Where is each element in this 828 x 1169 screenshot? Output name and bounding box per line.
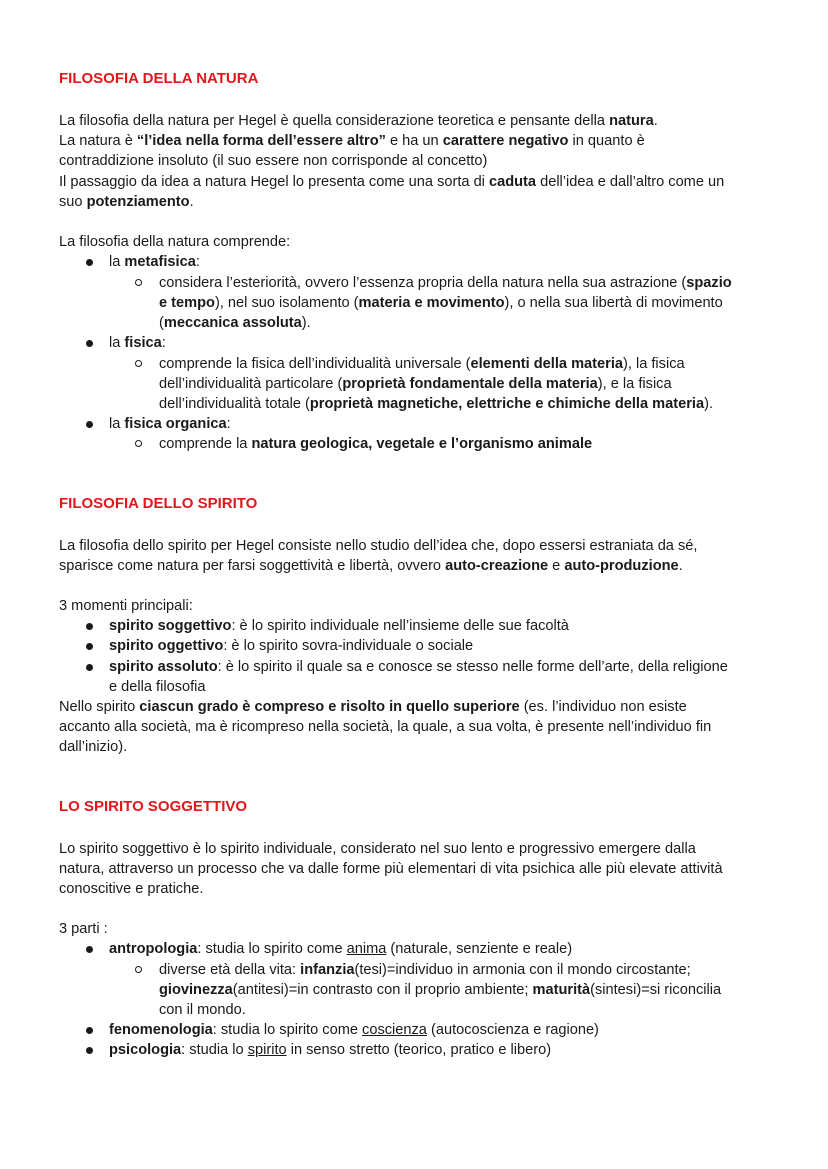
- bullet-icon: [86, 946, 93, 953]
- list-item: spirito oggettivo: è lo spirito sovra-individuale o sociale: [109, 638, 474, 654]
- bullet-icon: [86, 340, 93, 347]
- sub-bullet-icon: [135, 279, 142, 286]
- paragraph-line: sparisce come natura per farsi soggettività e libertà, ovvero auto-creazione e auto-produzione.: [59, 558, 683, 574]
- paragraph-line: accanto alla società, ma è ricompreso nella società, la quale, a sua volta, è presente nell’individuo fin: [59, 719, 712, 735]
- list-intro: La filosofia della natura comprende:: [59, 234, 291, 250]
- list-item: antropologia: studia lo spirito come anima (naturale, senziente e reale): [109, 941, 573, 957]
- paragraph-line: La natura è “l’idea nella forma dell’essere altro” e ha un carattere negativo in quanto è: [59, 133, 645, 149]
- list-item-cont: e della filosofia: [109, 679, 206, 695]
- sub-list-item-cont: giovinezza(antitesi)=in contrasto con il proprio ambiente; maturità(sintesi)=si riconcilia: [159, 982, 722, 998]
- bullet-icon: [86, 664, 93, 671]
- paragraph-line: Lo spirito soggettivo è lo spirito individuale, considerato nel suo lento e progressivo emergere dalla: [59, 841, 696, 857]
- paragraph-line: conoscitive e pratiche.: [59, 881, 204, 897]
- sub-list-item-cont: dell’individualità totale (proprietà magnetiche, elettriche e chimiche della materia).: [159, 396, 713, 412]
- paragraph-line: dall’inizio).: [59, 739, 128, 755]
- bullet-icon: [86, 259, 93, 266]
- sub-bullet-icon: [135, 966, 142, 973]
- paragraph-line: natura, attraverso un processo che va dalle forme più elementari di vita psichica alle più elevate attività: [59, 861, 723, 877]
- sub-list-item: comprende la fisica dell’individualità universale (elementi della materia), la fisica: [159, 356, 685, 372]
- section-title-natura: FILOSOFIA DELLA NATURA: [59, 70, 259, 87]
- section-title-spirito: FILOSOFIA DELLO SPIRITO: [59, 495, 258, 512]
- sub-bullet-icon: [135, 360, 142, 367]
- paragraph-line: La filosofia della natura per Hegel è quella considerazione teoretica e pensante della natura.: [59, 113, 658, 129]
- list-item: la fisica organica:: [109, 416, 231, 432]
- list-item: fenomenologia: studia lo spirito come coscienza (autocoscienza e ragione): [109, 1022, 599, 1038]
- sub-list-item-cont: con il mondo.: [159, 1002, 246, 1018]
- list-item: spirito assoluto: è lo spirito il quale sa e conosce se stesso nelle forme dell’arte, della religione: [109, 659, 728, 675]
- sub-list-item: considera l’esteriorità, ovvero l’essenza propria della natura nella sua astrazione (spazio: [159, 275, 732, 291]
- bullet-icon: [86, 421, 93, 428]
- list-item: spirito soggettivo: è lo spirito individuale nell’insieme delle sue facoltà: [109, 618, 569, 634]
- list-item: la fisica:: [109, 335, 166, 351]
- section-title-soggettivo: LO SPIRITO SOGGETTIVO: [59, 798, 248, 815]
- paragraph-line: contraddizione insoluto (il suo essere non corrisponde al concetto): [59, 153, 488, 169]
- bullet-icon: [86, 623, 93, 630]
- paragraph-line: suo potenziamento.: [59, 194, 194, 210]
- paragraph-line: Il passaggio da idea a natura Hegel lo presenta come una sorta di caduta dell’idea e dall’altro come un: [59, 174, 725, 190]
- sub-list-item: comprende la natura geologica, vegetale e l’organismo animale: [159, 436, 593, 452]
- sub-list-item: diverse età della vita: infanzia(tesi)=individuo in armonia con il mondo circostante;: [159, 962, 691, 978]
- list-intro: 3 momenti principali:: [59, 598, 193, 614]
- bullet-icon: [86, 643, 93, 650]
- list-item: psicologia: studia lo spirito in senso stretto (teorico, pratico e libero): [109, 1042, 552, 1058]
- paragraph-line: La filosofia dello spirito per Hegel consiste nello studio dell’idea che, dopo essersi estraniata da sé,: [59, 538, 698, 554]
- sub-list-item-cont: (meccanica assoluta).: [159, 315, 311, 331]
- sub-list-item-cont: e tempo), nel suo isolamento (materia e movimento), o nella sua libertà di movimento: [159, 295, 723, 311]
- list-intro: 3 parti :: [59, 921, 108, 937]
- paragraph-line: Nello spirito ciascun grado è compreso e risolto in quello superiore (es. l’individuo non esiste: [59, 699, 687, 715]
- sub-list-item-cont: dell’individualità particolare (proprietà fondamentale della materia), e la fisica: [159, 376, 672, 392]
- bullet-icon: [86, 1027, 93, 1034]
- sub-bullet-icon: [135, 440, 142, 447]
- list-item: la metafisica:: [109, 254, 200, 270]
- bullet-icon: [86, 1047, 93, 1054]
